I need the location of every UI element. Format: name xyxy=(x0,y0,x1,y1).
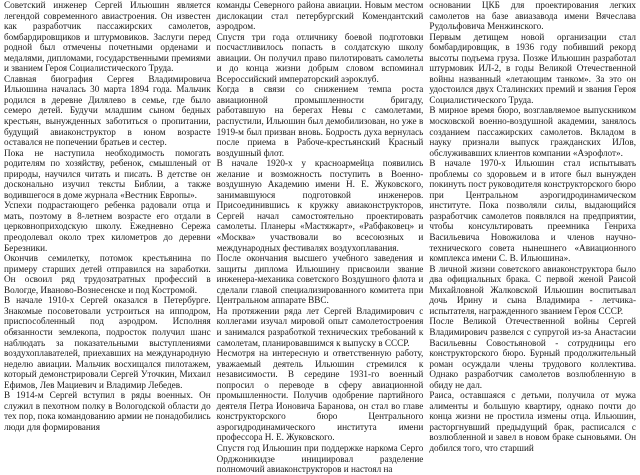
text-column-3 xyxy=(429,0,636,452)
paragraph: Несмотря на интересную и ответственную работу, уважаемый деятель Ильюшин стремился к независимости. В середине 1931-го военный попросил о переводе в сферу авиационной промышленности. Получив одобрение партийного деятеля Петра Ионовича Баранова, он стал во главе конструкторского бюро Центрального аэрогидродинамического института имени профессора Н. Е. Жуковского. xyxy=(216,348,424,443)
paragraph: В мирное время бюро, возглавляемое выпускником московской военно-воздушной академии, занялось созданием пассажирских самолетов. Вкладом в науку признали выпуск гражданских ИЛов, обслуживавших клиентов компании «Аэрофлот». xyxy=(429,105,637,158)
paragraph: В 1914-м Сергей вступил в ряды военных. Он служил в пехотном полку в Вологодской области до тех пор, пока командованию армии не понадобились люди для формирования xyxy=(4,390,211,432)
paragraph: Славная биография Сергея Владимировича Ильюшина началась 30 марта 1894 года. Мальчик родился в деревне Дилялево в семье, где было семеро детей. Будучи младшим сыном бедных крестьян, вынужденных заботиться о пропитании, будущий авиаконструктор в юном возрасте оставался не попечении братьев и сестер. xyxy=(4,73,211,148)
paragraph: В начале 1910-х Сергей оказался в Петербурге. Знакомые посоветовали устроиться на ипподром, приспособленный под аэродром. Исполняя обязанности землекопа, подросток получил шанс наблюдать за показательными выступлениями воздухоплавателей, приехавших на международную неделю авиации. Мальчик восхищался пилотажем, который демонстрировали Сергей Уточкин, Михаил Ефимов, Лев Мациевич и Владимир Лебедев. xyxy=(4,295,211,390)
paragraph: Окончив семилетку, потомок крестьянина по примеру старших детей отправился на заработки. Он освоил ряд трудозатратных профессий в Вологде, Иваново-Вознесенске и под Костромой. xyxy=(4,253,211,295)
paragraph: команды Северного района авиации. Новым местом дислокации стал петербургский Комендантский аэродром. xyxy=(216,0,424,32)
text-column-1 xyxy=(4,0,211,452)
paragraph: основании ЦКБ для проектирования легких самолетов на базе авиазавода имени Вячеслава Рудольфовича Менжинского. xyxy=(429,0,637,32)
paragraph: Спустя три года отличнику боевой подготовки посчастливилось попасть в солдатскую школу авиации. Он получил право пилотировать самолеты и до конца жизни добрым словом вспоминал Всероссийский императорский аэроклуб. xyxy=(216,31,424,84)
paragraph: Первым детищем новой организации стал бомбардировщик, в 1936 году побивший рекорд высоты подъема груза. Позже Ильюшин разработал штурмовик ИЛ-2, в годы Великой Отечественной войны названный «летающим танком». За это он удостоился двух Сталинских премий и звания Героя Социалистического Труда. xyxy=(429,31,637,105)
paragraph: На протяжении ряда лет Сергей Владимирович с коллегами изучал мировой опыт самолетостроения и занимался разработкой технических требований к самолетам, планировавшимся к выпуску в СССР. xyxy=(216,305,424,348)
paragraph: Успехи подрастающего ребенка радовали отца и мать, поэтому в 8-летнем возрасте его отдали в церковноприходскую школу. Ежедневно Сережа преодолевал около трех километров до деревни Березники. xyxy=(4,200,211,253)
paragraph: Советский инженер Сергей Ильюшин является легендой современного авиастроения. Он известен как разработчик пассажирских самолетов, бомбардировщиков и штурмовиков. Заслуги перед родной был отмечены почетными орденами и медалями, дипломами, государственными премиями и званием Героя Социалистического Труда. xyxy=(4,0,211,74)
paragraph: Когда в связи со снижением темпа роста авиационной промышленности бригаду, работавшую на берегах Невы с самолетами, распустили, Ильюшин был демобилизован, но уже в 1919-м был призван вновь. Бодрость духа вернулась после приема в Рабоче-крестьянский Красный воздушный флот. xyxy=(216,84,424,158)
text-column-2 xyxy=(216,0,424,475)
paragraph: Спустя год Ильюшин при поддержке наркома Серго Орджоникидзе инициировал разделение полномочий авиаконструкторов и настоял на xyxy=(216,442,424,475)
paragraph: В личной жизни советского авиаконструктора было два официальных брака. С первой женой Раисой Михайловной Жалковской Ильюшин воспитывал дочь Ирину и сына Владимира - летчика-испытателя, награжденного званием Героя СССР. xyxy=(429,263,637,316)
paragraph: В начале 1920-х у красноармейца появились желание и возможность поступить в Военно-воздушную Академию имени Н. Е. Жуковского, занимавшуюся подготовкой инженеров. Присоединившись к кружку авиаконструкторов, Сергей начал самостоятельно проектировать самолеты. Планеры «Мастяжарт», «Рабфаковец» и «Москва» участвовали во всесоюзных и международных фестивалях воздухоплавания. xyxy=(216,158,424,253)
paragraph: Раиса, оставшаяся с детьми, получила от мужа алименты и большую квартиру, однако почти до конца жизни не простила измены отца. Ильюшин, расторгнувший предыдущий брак, расписался с возлюбленной и завел в новом браке сыновьями. Он добился того, что старший xyxy=(429,390,637,453)
paragraph: Пока не наступила необходимость помогать родителям по хозяйству, ребенок, смышленый от природы, научился читать и писать. В детстве он досконально изучил тексты Библии, а также водившегося в доме журнала «Вестник Европы». xyxy=(4,147,211,200)
paragraph: После окончания высшего учебного заведения и защиты диплома Ильюшину присвоили звание инженера-механика советского Воздушного флота и сделали главой специализированного комитета при Центральном аппарате ВВС. xyxy=(216,253,424,306)
paragraph: В начале 1970-х Ильюшин стал испытывать проблемы со здоровьем и в итоге был вынужден покинуть пост руководителя конструкторского бюро при Центральном аэрогидродинамическом институте. Пока позволяли силы, выдающийся разработчик самолетов появлялся на предприятии, чтобы консультировать преемника Генриха Васильевича Новожилова и членов научно-технического совета нынешнего «Авиационного комплекса имени С. В. Ильюшина». xyxy=(429,158,637,264)
paragraph: После Великой Отечественной войны Сергей Владимирович развелся с супругой из-за Анастасии Васильевны Совостьяновой - сотрудницы его конструкторского бюро. Бурный продолжительный роман осуждали члены трудового коллектива. Однако разработчик самолетов возлюбленную в обиду не дал. xyxy=(429,316,637,390)
